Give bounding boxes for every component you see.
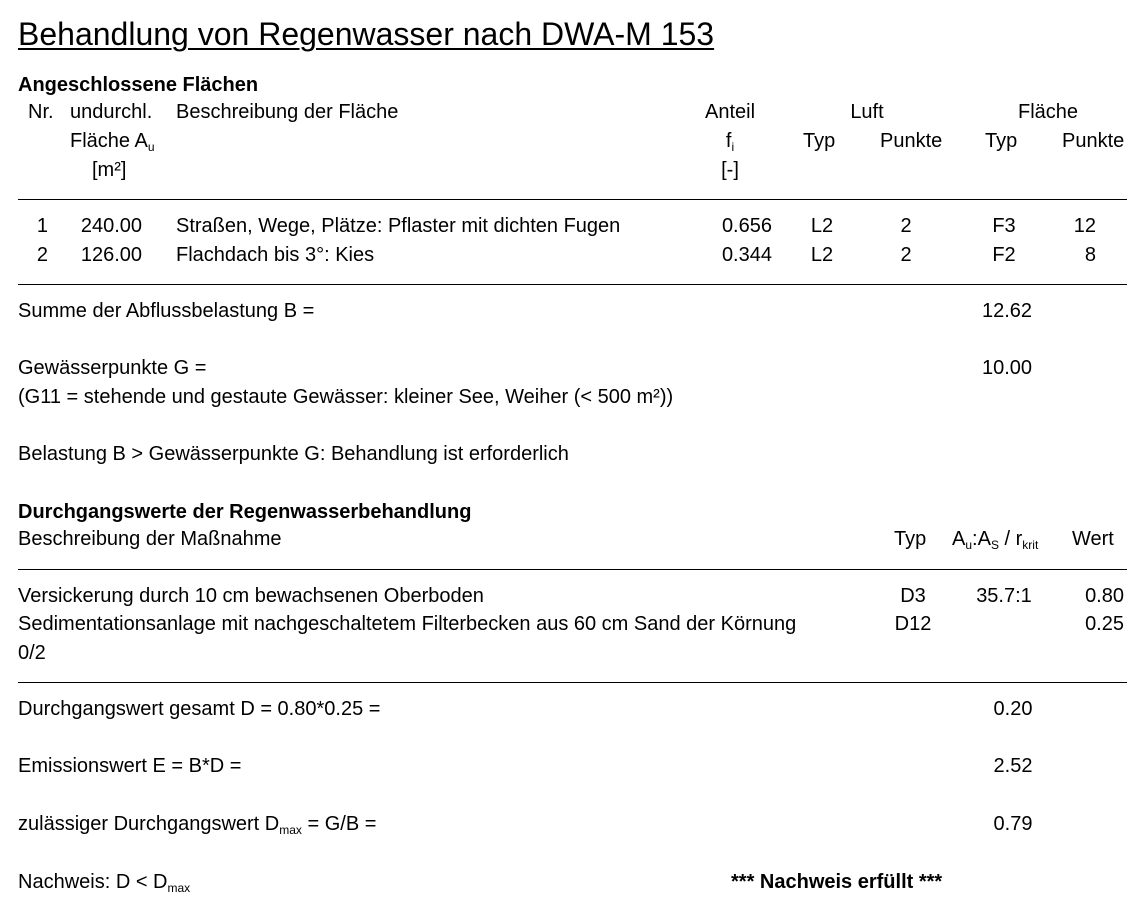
nachweis-label: Nachweis: $D < D_{max}$ bbox=[18, 871, 191, 895]
header-flaeche-line1: undurchl. bbox=[70, 101, 153, 123]
page-title: Behandlung von Regenwasser nach DWA-M 153 bbox=[18, 16, 715, 52]
header-luft-typ: Typ bbox=[803, 130, 836, 152]
dmax-value: 0.79 bbox=[993, 813, 1033, 835]
massnahme-description: Versickerung durch 10 cm bewachsenen Oberboden bbox=[18, 585, 484, 607]
massnahme-wert: 0.25 bbox=[1085, 613, 1124, 635]
header-nr: Nr. bbox=[28, 101, 54, 123]
row-luft-punkte: 2 bbox=[900, 244, 912, 266]
header-beschreibung: Beschreibung der Fläche bbox=[176, 101, 399, 123]
header-flaeche-typ: Typ bbox=[985, 130, 1018, 152]
emission-label: Emissionswert E = B*D = bbox=[18, 755, 242, 777]
divider bbox=[18, 199, 1127, 200]
abfluss-label: Summe der Abflussbelastung B = bbox=[18, 300, 315, 322]
massnahme-description-cont: 0/2 bbox=[18, 642, 46, 664]
header-massnahme: Beschreibung der Maßnahme bbox=[18, 528, 282, 550]
header-luft: Luft bbox=[850, 101, 884, 123]
massnahme-typ: D12 bbox=[894, 613, 932, 635]
row-flaeche-typ: F2 bbox=[992, 244, 1016, 266]
divider bbox=[18, 569, 1127, 570]
row-luft-typ: L2 bbox=[810, 244, 834, 266]
row-anteil: 0.656 bbox=[721, 215, 772, 237]
row-area: 126.00 bbox=[80, 244, 142, 266]
header-typ: Typ bbox=[894, 528, 927, 550]
header-flaeche-punkte: Punkte bbox=[1062, 130, 1125, 152]
massnahme-ratio: 35.7:1 bbox=[976, 585, 1032, 607]
header-wert: Wert bbox=[1072, 528, 1114, 550]
row-flaeche-typ: F3 bbox=[992, 215, 1016, 237]
durchgang-value: 0.20 bbox=[993, 698, 1033, 720]
divider bbox=[18, 284, 1127, 285]
gewaesser-label: Gewässerpunkte G = bbox=[18, 357, 207, 379]
dmax-label: zulässiger Durchgangswert $D_{max} = G/B$ = bbox=[18, 813, 377, 837]
header-luft-punkte: Punkte bbox=[880, 130, 943, 152]
row-luft-punkte: 2 bbox=[900, 215, 912, 237]
row-nr: 2 bbox=[36, 244, 48, 266]
row-flaeche-punkte: 12 bbox=[1073, 215, 1096, 237]
section-heading-durchgang: Durchgangswerte der Regenwasserbehandlung bbox=[18, 501, 472, 523]
header-ratio: $A_u:A_S / r_{krit}$ bbox=[952, 528, 1039, 552]
massnahme-typ: D3 bbox=[900, 585, 926, 607]
row-description: Straßen, Wege, Plätze: Pflaster mit dichten Fugen bbox=[176, 215, 621, 237]
row-anteil: 0.344 bbox=[721, 244, 772, 266]
divider bbox=[18, 682, 1127, 683]
header-flaeche-line2: Fläche $A_u$ bbox=[70, 130, 155, 154]
abfluss-value: 12.62 bbox=[981, 300, 1033, 322]
row-description: Flachdach bis 3°: Kies bbox=[176, 244, 375, 266]
belastung-text: Belastung B > Gewässerpunkte G: Behandlung ist erforderlich bbox=[18, 443, 569, 465]
emission-value: 2.52 bbox=[993, 755, 1033, 777]
section-heading-flaechen: Angeschlossene Flächen bbox=[18, 74, 259, 96]
header-anteil-unit: [-] bbox=[721, 159, 739, 181]
header-anteil-line2: $f_i$ bbox=[725, 130, 735, 154]
row-flaeche-punkte: 8 bbox=[1084, 244, 1096, 266]
massnahme-wert: 0.80 bbox=[1085, 585, 1124, 607]
header-anteil-line1: Anteil bbox=[704, 101, 756, 123]
row-nr: 1 bbox=[36, 215, 48, 237]
header-flaeche-unit: [m²] bbox=[92, 159, 127, 181]
header-flaeche-group: Fläche bbox=[1017, 101, 1079, 123]
gewaesser-note: (G11 = stehende und gestaute Gewässer: kleiner See, Weiher (< 500 m²)) bbox=[18, 386, 674, 408]
massnahme-description: Sedimentationsanlage mit nachgeschaltetem Filterbecken aus 60 cm Sand der Körnung bbox=[18, 613, 797, 635]
row-luft-typ: L2 bbox=[810, 215, 834, 237]
gewaesser-value: 10.00 bbox=[981, 357, 1033, 379]
nachweis-result: *** Nachweis erfüllt *** bbox=[731, 871, 943, 893]
row-area: 240.00 bbox=[80, 215, 142, 237]
durchgang-label: Durchgangswert gesamt D = 0.80*0.25 = bbox=[18, 698, 381, 720]
